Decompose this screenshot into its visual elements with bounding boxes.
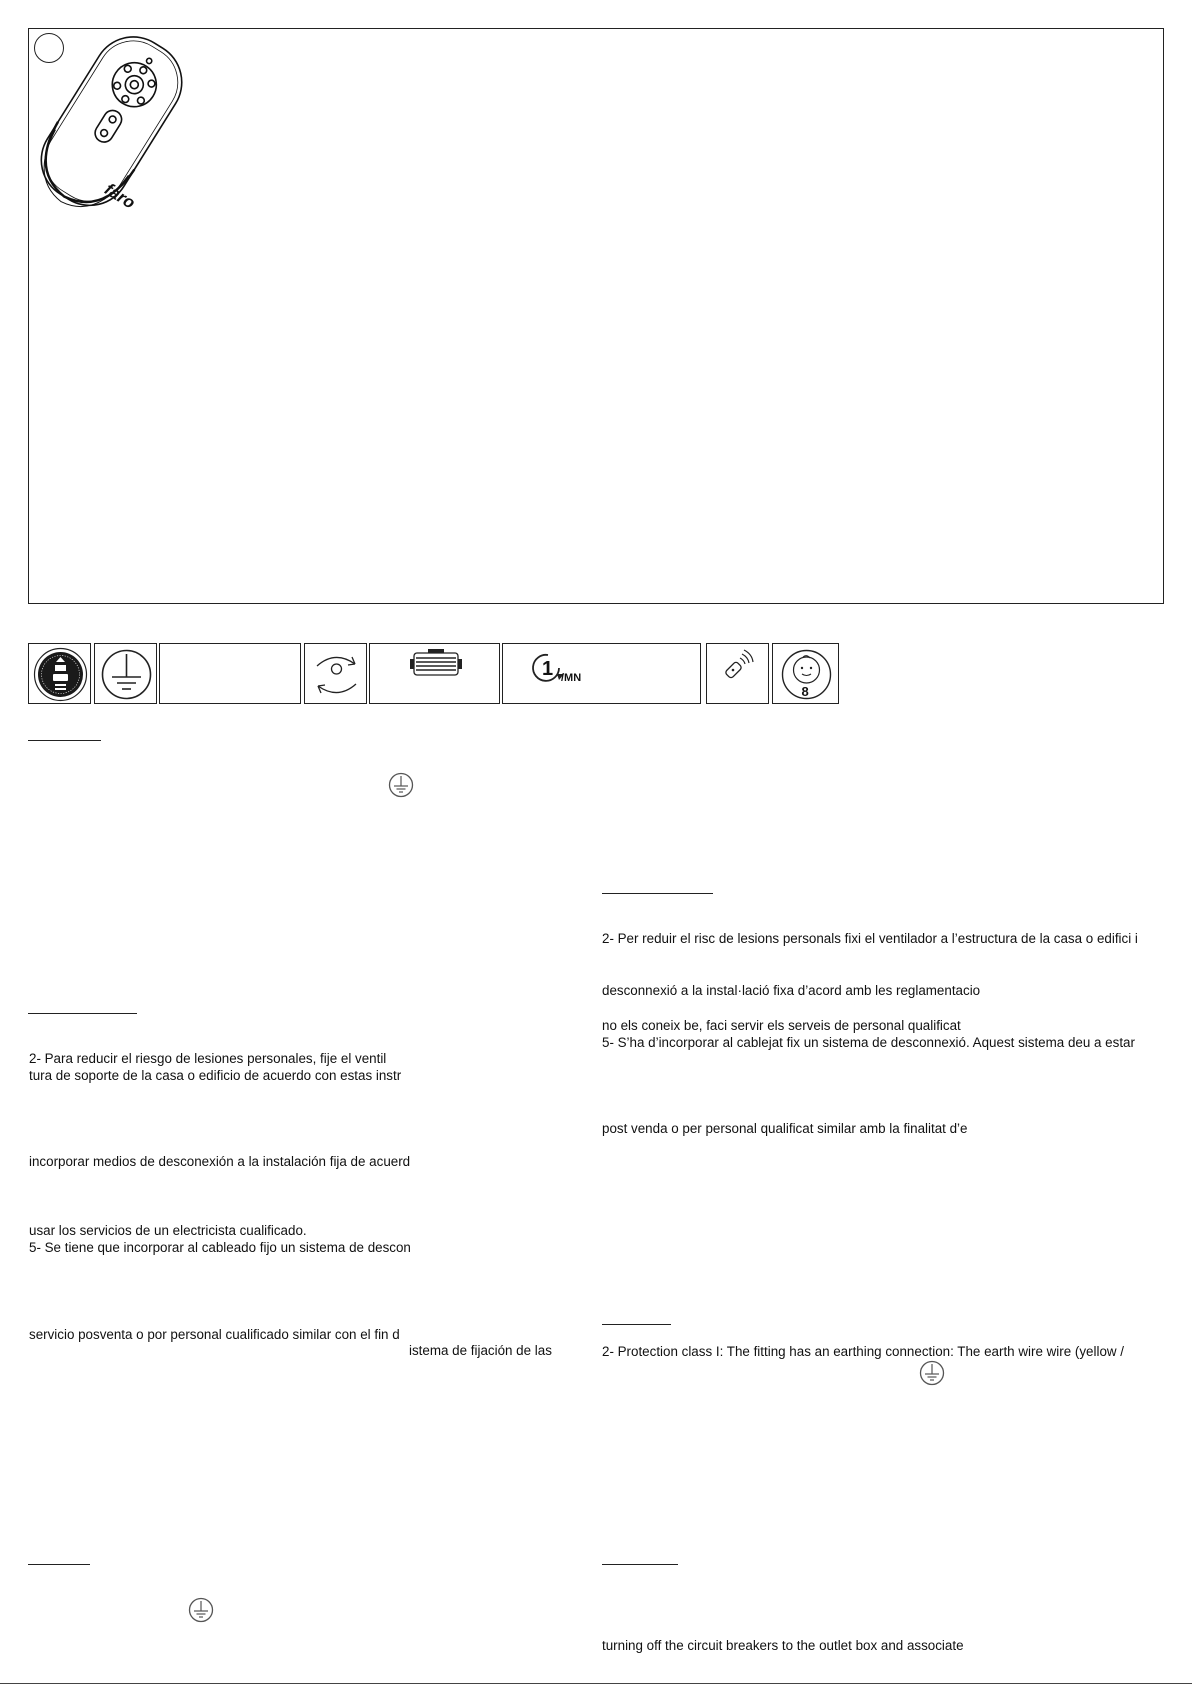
section-rule-4 — [602, 893, 713, 894]
en-line-class: 2- Protection class I: The fitting has an earthing connection: The earth wire wire (yellow / — [602, 1344, 1124, 1359]
earth-ground-icon — [388, 772, 414, 798]
rotation-direction-icon — [304, 643, 367, 704]
ca-line-system: 5- S’ha d’incorporar al cablejat fix un sistema de desconnexió. Aquest sistema deu a estar — [602, 1035, 1135, 1050]
es-line-fan-2: tura de soporte de la casa o edificio de acuerdo con estas instr — [29, 1068, 402, 1083]
es-line-service: servicio posventa o por personal cualificado similar con el fin d — [29, 1327, 400, 1342]
age-digit: 8 — [801, 684, 809, 699]
es-line-disconnect: incorporar medios de desconexión a la instalación fija de acuerd — [29, 1154, 411, 1169]
remote-control-illustration — [26, 30, 196, 214]
page-bottom-rule — [0, 1683, 1192, 1684]
earth-ground-icon — [919, 1360, 945, 1386]
fan-blade-icon — [369, 643, 500, 704]
earth-ground-icon — [188, 1597, 214, 1623]
timer-digit: 1 — [542, 658, 554, 680]
es-line-system: 5- Se tiene que incorporar al cableado fijo un sistema de descon — [29, 1240, 411, 1255]
section-rule-5 — [602, 1324, 671, 1325]
en-line-breakers: turning off the circuit breakers to the outlet box and associate — [602, 1638, 964, 1653]
remote-signal-icon — [706, 643, 769, 704]
es-line-fan-1: 2- Para reducir el riesgo de lesiones personales, fije el ventil — [29, 1051, 387, 1066]
es-line-fixing: istema de fijación de las — [409, 1343, 552, 1358]
timer-icon — [502, 643, 701, 704]
ca-line-risk: 2- Per reduir el risc de lesions personals fixi el ventilador a l’estructura de la casa o edifici i — [602, 931, 1138, 946]
child-age-warning-icon — [772, 643, 839, 704]
ca-line-disconnect: desconnexió a la instal·lació fixa d’acord amb les reglamentacio — [602, 983, 981, 998]
ca-line-service: post venda o per personal qualificat similar amb la finalitat d’e — [602, 1121, 968, 1136]
remote-brand-logo: faro — [101, 179, 139, 213]
section-rule-1 — [28, 740, 101, 741]
blank-spec-box — [159, 643, 301, 704]
ca-line-staff: no els coneix be, faci servir els serveis de personal qualificat — [602, 1018, 961, 1033]
illustration-frame — [28, 28, 1164, 604]
section-rule-3 — [28, 1564, 90, 1565]
certification-seal-icon — [28, 643, 91, 704]
section-rule-6 — [602, 1564, 678, 1565]
earth-ground-icon — [94, 643, 157, 704]
es-line-electrician: usar los servicios de un electricista cualificado. — [29, 1223, 307, 1238]
timer-label: /MN — [561, 672, 582, 684]
section-rule-2 — [28, 1013, 137, 1014]
